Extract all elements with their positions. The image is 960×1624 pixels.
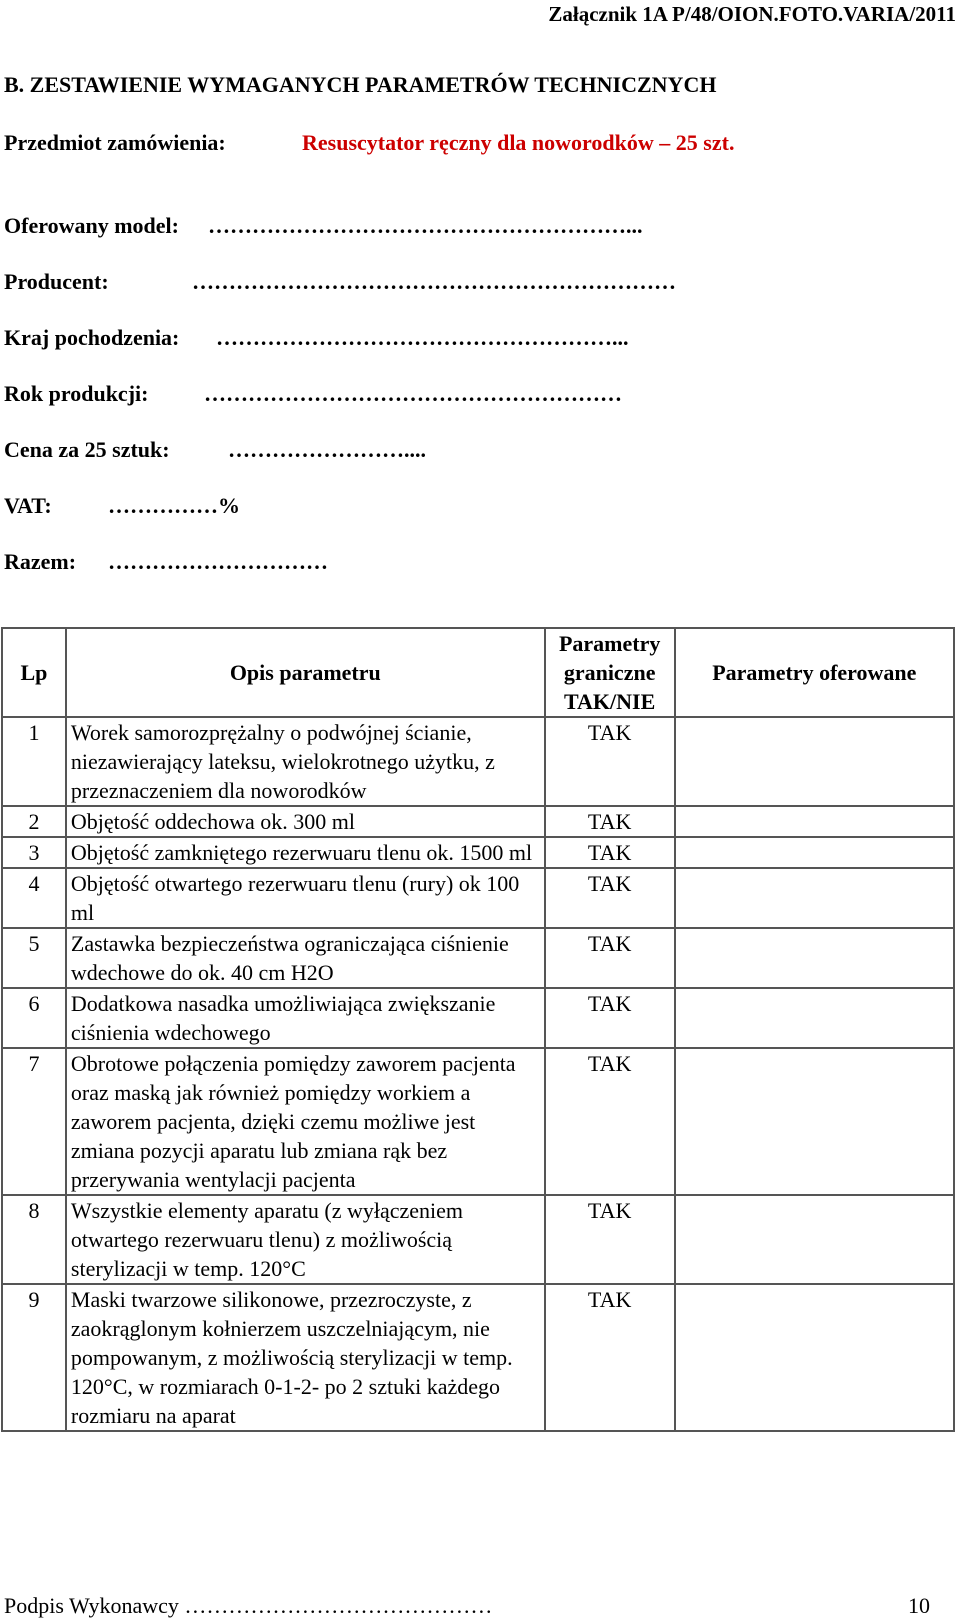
row-description: Objętość otwartego rezerwuaru tlenu (rury) ok 100 ml	[66, 868, 545, 928]
row-offered-cell[interactable]	[675, 868, 954, 928]
row-limit: TAK	[545, 717, 675, 806]
field-total	[4, 549, 328, 575]
row-lp: 2	[2, 806, 66, 837]
header-offered-params: Parametry oferowane	[675, 628, 954, 717]
field-vat	[4, 493, 240, 519]
row-offered-cell[interactable]	[675, 988, 954, 1048]
row-limit: TAK	[545, 1195, 675, 1284]
row-limit: TAK	[545, 988, 675, 1048]
row-description: Obrotowe połączenia pomiędzy zaworem pacjenta oraz maską jak również pomiędzy workiem a zaworem pacjenta, dzięki czemu możliwe jest zmiana pozycji aparatu lub zmiana rąk bez przerywania wentylacji pacjenta	[66, 1048, 545, 1195]
table-row	[2, 1284, 954, 1431]
field-country	[4, 325, 629, 351]
row-offered-cell[interactable]	[675, 1284, 954, 1431]
row-description: Dodatkowa nasadka umożliwiająca zwiększanie ciśnienia wdechowego	[66, 988, 545, 1048]
row-offered-cell[interactable]	[675, 928, 954, 988]
row-limit: TAK	[545, 868, 675, 928]
header-description: Opis parametru	[66, 628, 545, 717]
row-limit: TAK	[545, 1048, 675, 1195]
table-row	[2, 1195, 954, 1284]
field-label: Kraj pochodzenia:	[4, 325, 180, 350]
field-label: Razem:	[4, 549, 77, 574]
contractor-signature-line: Podpis Wykonawcy ……………………………………	[4, 1593, 493, 1618]
row-description: Zastawka bezpieczeństwa ograniczająca ciśnienie wdechowe do ok. 40 cm H2O	[66, 928, 545, 988]
parameters-table	[1, 627, 955, 1432]
row-limit: TAK	[545, 837, 675, 868]
subject-label: Przedmiot zamówienia:	[4, 130, 226, 155]
field-production-year	[4, 381, 622, 407]
row-lp: 7	[2, 1048, 66, 1195]
field-dots: ……………………....	[228, 437, 426, 462]
field-dots: ………………………………………………...	[216, 325, 629, 350]
row-description: Objętość oddechowa ok. 300 ml	[66, 806, 545, 837]
subject-value: Resuscytator ręczny dla noworodków – 25 szt.	[302, 130, 735, 155]
row-lp: 8	[2, 1195, 66, 1284]
table-row	[2, 806, 954, 837]
field-label: Oferowany model:	[4, 213, 179, 238]
row-description: Objętość zamkniętego rezerwuaru tlenu ok. 1500 ml	[66, 837, 545, 868]
row-lp: 6	[2, 988, 66, 1048]
field-dots: …………………………………………………...	[208, 213, 643, 238]
header-lp: Lp	[2, 628, 66, 717]
field-label: Cena za 25 sztuk:	[4, 437, 170, 462]
field-dots: …………………………………………………………	[192, 269, 676, 294]
row-lp: 3	[2, 837, 66, 868]
row-lp: 9	[2, 1284, 66, 1431]
table-row	[2, 928, 954, 988]
row-description: Worek samorozprężalny o podwójnej ścianie, niezawierający lateksu, wielokrotnego użytku, z przeznaczeniem dla noworodków	[66, 717, 545, 806]
row-limit: TAK	[545, 1284, 675, 1431]
field-producer	[4, 269, 676, 295]
field-dots: …………………………	[108, 549, 328, 574]
header-limit-params: Parametry graniczne TAK/NIE	[545, 628, 675, 717]
row-description: Maski twarzowe silikonowe, przezroczyste, z zaokrąglonym kołnierzem uszczelniającym, nie pompowanym, z możliwością sterylizacji w temp. 120°C, w rozmiarach 0-1-2- po 2 sztuki każdego rozmiaru na aparat	[66, 1284, 545, 1431]
field-label: Rok produkcji:	[4, 381, 149, 406]
table-header-row	[2, 628, 954, 717]
row-lp: 4	[2, 868, 66, 928]
field-label: Producent:	[4, 269, 109, 294]
table-row	[2, 1048, 954, 1195]
field-dots: …………………………………………………	[204, 381, 622, 406]
field-price	[4, 437, 426, 463]
section-title: B. ZESTAWIENIE WYMAGANYCH PARAMETRÓW TECHNICZNYCH	[4, 72, 717, 97]
row-offered-cell[interactable]	[675, 1195, 954, 1284]
row-lp: 5	[2, 928, 66, 988]
row-lp: 1	[2, 717, 66, 806]
table-row	[2, 837, 954, 868]
row-limit: TAK	[545, 928, 675, 988]
attachment-reference: Załącznik 1A P/48/OION.FOTO.VARIA/2011	[548, 2, 956, 26]
row-offered-cell[interactable]	[675, 717, 954, 806]
page-number: 10	[908, 1593, 930, 1618]
row-offered-cell[interactable]	[675, 1048, 954, 1195]
table-row	[2, 868, 954, 928]
row-offered-cell[interactable]	[675, 837, 954, 868]
row-description: Wszystkie elementy aparatu (z wyłączeniem otwartego rezerwuaru tlenu) z możliwością sterylizacji w temp. 120°C	[66, 1195, 545, 1284]
table-row	[2, 988, 954, 1048]
field-label: VAT:	[4, 493, 52, 518]
subject-line	[4, 130, 735, 156]
field-offered-model	[4, 213, 643, 239]
row-limit: TAK	[545, 806, 675, 837]
table-row	[2, 717, 954, 806]
field-dots: ……………%	[108, 493, 240, 518]
row-offered-cell[interactable]	[675, 806, 954, 837]
